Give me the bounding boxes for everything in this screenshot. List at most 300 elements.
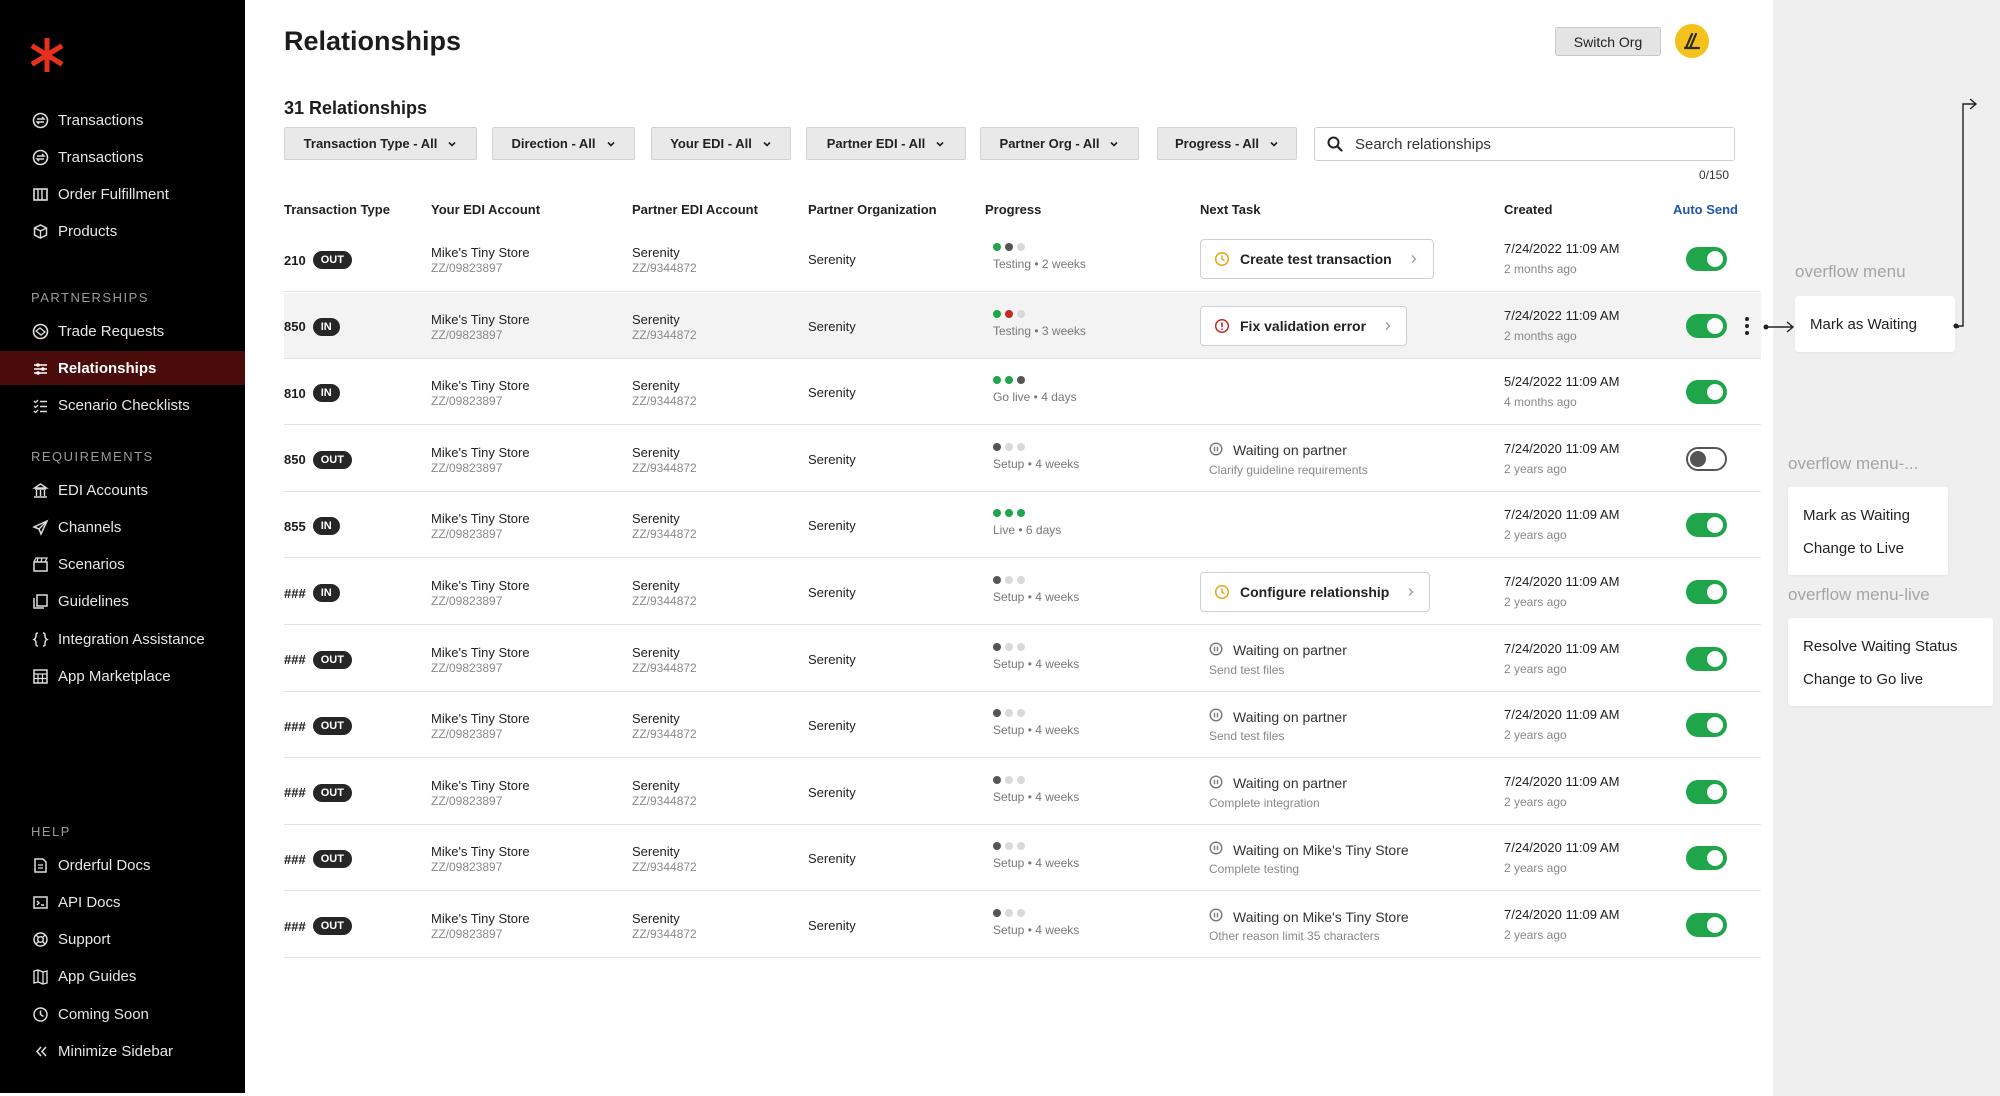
- next-task-button[interactable]: [1200, 239, 1434, 279]
- filter-label: Your EDI - All: [670, 136, 752, 151]
- progress-dots: [993, 310, 1086, 318]
- partner-organization: Serenity: [808, 318, 856, 334]
- transaction-code: ###: [284, 851, 306, 867]
- sidebar-item-app-guides[interactable]: [0, 960, 245, 994]
- search-icon: [1327, 136, 1343, 152]
- transaction-code: 850: [284, 319, 306, 335]
- created-date: 7/24/2020 11:09 AM: [1504, 840, 1620, 856]
- created-ago: 2 years ago: [1504, 595, 1567, 609]
- direction-badge: OUT: [313, 784, 352, 802]
- your-edi-account: [431, 312, 530, 342]
- created-ago: 2 years ago: [1504, 861, 1567, 876]
- progress: [993, 776, 1079, 804]
- partner-organization: Serenity: [808, 385, 856, 401]
- transaction-code: 850: [284, 452, 306, 468]
- order-fulfillment-icon: [31, 186, 49, 204]
- direction-badge: OUT: [313, 251, 352, 269]
- table-row[interactable]: [284, 293, 1761, 359]
- created: [1504, 907, 1619, 942]
- filter-direction[interactable]: [492, 127, 635, 160]
- chevron-down-icon: [606, 139, 616, 149]
- chevron-down-icon: [935, 139, 945, 149]
- account-name: Serenity: [632, 245, 680, 260]
- account-id: ZZ/9344872: [632, 327, 697, 342]
- created-date: 7/24/2020 11:09 AM: [1504, 507, 1620, 523]
- progress-dot: [1017, 776, 1025, 784]
- table-row[interactable]: [284, 559, 1761, 625]
- account-id: ZZ/09823897: [431, 394, 503, 409]
- your-edi-account: [431, 445, 530, 475]
- progress-dot: [993, 509, 1001, 517]
- partner-edi-account: [632, 645, 697, 675]
- progress-dot: [1005, 842, 1013, 850]
- pause-icon: [1209, 775, 1223, 792]
- edi-accounts-icon: [31, 481, 49, 499]
- progress: [993, 709, 1079, 737]
- filter-your-edi[interactable]: [651, 127, 791, 160]
- table-row[interactable]: [284, 492, 1761, 558]
- progress-dots: [993, 709, 1079, 717]
- account-id: ZZ/09823897: [431, 793, 503, 808]
- progress-dot: [993, 243, 1001, 251]
- progress: [993, 443, 1079, 471]
- annotation-arrow: [1762, 318, 1798, 336]
- api-docs-icon: [31, 893, 49, 911]
- products-icon: [31, 223, 49, 241]
- progress-dot: [1017, 643, 1025, 651]
- created-ago: 2 months ago: [1504, 262, 1577, 276]
- account-name: Serenity: [632, 578, 680, 593]
- toggle-knob: [1707, 384, 1723, 400]
- sidebar-item-scenarios[interactable]: [0, 548, 245, 582]
- transaction-type: [284, 784, 352, 802]
- progress-dot: [1005, 310, 1013, 318]
- toggle-knob: [1707, 584, 1723, 600]
- created-ago: 2 years ago: [1504, 661, 1567, 676]
- table-row[interactable]: [284, 426, 1761, 492]
- sidebar-item-order-fulfillment[interactable]: [0, 178, 245, 212]
- partner-edi-account: [632, 378, 697, 408]
- filter-transaction-type[interactable]: [284, 127, 477, 160]
- column-header-progress[interactable]: Progress: [985, 202, 1042, 217]
- coming-soon-icon: [31, 1005, 49, 1023]
- trade-requests-icon: [31, 322, 49, 340]
- transaction-type: [284, 651, 352, 669]
- annotation-panel: [1773, 0, 2000, 1096]
- waiting-reason: Other reason limit 35 characters: [1209, 929, 1380, 943]
- transaction-type: [284, 318, 340, 336]
- direction-badge: IN: [313, 318, 340, 336]
- sidebar-item-label: Guidelines: [58, 593, 129, 611]
- direction-badge: OUT: [313, 451, 352, 469]
- search-char-count: 0/150: [1699, 168, 1730, 182]
- progress: [993, 909, 1079, 937]
- sidebar-item-minimize-sidebar[interactable]: [0, 1035, 245, 1069]
- table-row[interactable]: [284, 825, 1761, 891]
- filter-label: Partner Org - All: [999, 136, 1100, 151]
- toggle-knob: [1707, 318, 1723, 334]
- toggle-knob: [1707, 651, 1723, 667]
- transaction-type: [284, 384, 340, 402]
- progress-dot: [993, 776, 1001, 784]
- sidebar-item-label: EDI Accounts: [58, 481, 149, 499]
- auto-send-toggle[interactable]: [1686, 713, 1727, 737]
- auto-send-toggle[interactable]: [1686, 580, 1727, 604]
- app-guides-icon: [31, 968, 49, 986]
- auto-send-toggle[interactable]: [1686, 447, 1727, 471]
- sidebar-item-transactions[interactable]: [0, 103, 245, 137]
- partner-organization: Serenity: [808, 518, 856, 534]
- your-edi-account: [431, 711, 530, 741]
- progress-dot: [1017, 709, 1025, 717]
- toggle-knob: [1707, 917, 1723, 933]
- partner-organization: Serenity: [808, 918, 856, 933]
- menu-item-mark-waiting[interactable]: Mark as Waiting: [1803, 507, 1910, 524]
- sidebar-item-edi-accounts[interactable]: [0, 473, 245, 507]
- progress-dot: [1005, 376, 1013, 384]
- progress-dot: [993, 643, 1001, 651]
- transaction-code: 210: [284, 252, 306, 268]
- account-id: ZZ/9344872: [632, 460, 697, 475]
- account-id: ZZ/09823897: [431, 860, 503, 875]
- menu-item-change-to-live[interactable]: Change to Live: [1803, 540, 1904, 557]
- progress: [993, 576, 1079, 604]
- progress-dot: [1005, 443, 1013, 451]
- waiting-reason: Clarify guideline requirements: [1209, 462, 1368, 477]
- toggle-knob: [1707, 784, 1723, 800]
- sidebar-section-help: HELP: [31, 824, 71, 839]
- column-header-created[interactable]: Created: [1504, 202, 1553, 217]
- progress-dot: [993, 310, 1001, 318]
- overflow-menu-icon[interactable]: [1744, 317, 1750, 335]
- account-name: Serenity: [632, 844, 680, 860]
- alert-icon: [1214, 318, 1230, 334]
- pause-icon: [1209, 442, 1223, 459]
- progress-dots: [993, 909, 1079, 917]
- sidebar-item-label: Orderful Docs: [58, 856, 151, 874]
- created: [1504, 308, 1619, 343]
- next-task-label: Configure relationship: [1240, 584, 1390, 600]
- account-name: Mike's Tiny Store: [431, 245, 530, 260]
- chevron-down-icon: [762, 139, 772, 149]
- account-name: Mike's Tiny Store: [431, 711, 530, 727]
- waiting-reason: Complete testing: [1209, 862, 1300, 877]
- account-name: Serenity: [632, 911, 680, 926]
- progress: [993, 509, 1061, 537]
- support-icon: [31, 931, 49, 949]
- waiting-label: Waiting on partner: [1233, 708, 1347, 725]
- auto-send-toggle[interactable]: [1686, 380, 1727, 404]
- account-id: ZZ/9344872: [632, 860, 697, 875]
- account-name: Mike's Tiny Store: [431, 311, 530, 327]
- transaction-code: ###: [284, 585, 306, 601]
- sidebar-item-channels[interactable]: [0, 510, 245, 544]
- table-row[interactable]: [284, 626, 1761, 692]
- partner-organization: Serenity: [808, 851, 856, 867]
- overflow-menu-waiting: [1788, 487, 1948, 575]
- chevron-right-icon: [1407, 587, 1415, 597]
- account-id: ZZ/9344872: [632, 527, 697, 542]
- filter-label: Partner EDI - All: [826, 136, 926, 151]
- created-ago: 4 months ago: [1504, 395, 1577, 410]
- filter-label: Transaction Type - All: [303, 136, 438, 151]
- search-box[interactable]: [1314, 127, 1735, 161]
- toggle-knob: [1707, 251, 1723, 267]
- auto-send-toggle[interactable]: [1686, 314, 1727, 338]
- chevron-down-icon: [1109, 139, 1119, 149]
- transaction-code: 810: [284, 385, 306, 401]
- account-id: ZZ/09823897: [431, 927, 503, 941]
- created-date: 7/24/2022 11:09 AM: [1504, 241, 1620, 256]
- partner-edi-account: [632, 711, 697, 741]
- toggle-knob: [1707, 850, 1723, 866]
- transaction-type: [284, 251, 352, 269]
- pause-icon: [1209, 642, 1223, 659]
- transaction-code: 855: [284, 518, 306, 534]
- sidebar-item-trade-requests[interactable]: [0, 314, 245, 348]
- app-marketplace-icon: [31, 668, 49, 686]
- auto-send-toggle[interactable]: [1686, 846, 1727, 870]
- table-row[interactable]: [284, 226, 1761, 292]
- created: [1504, 641, 1619, 676]
- sidebar-item-integration-assistance[interactable]: [0, 622, 245, 656]
- progress: [993, 243, 1086, 271]
- progress-text: Go live • 4 days: [993, 390, 1077, 405]
- partner-organization: Serenity: [808, 451, 856, 467]
- annotation-connectors: [1773, 0, 2000, 400]
- account-id: ZZ/9344872: [632, 394, 697, 409]
- created-date: 7/24/2020 11:09 AM: [1504, 440, 1620, 456]
- created-date: 7/24/2020 11:09 AM: [1504, 907, 1620, 922]
- pause-icon: [1209, 908, 1223, 925]
- account-name: Mike's Tiny Store: [431, 844, 530, 860]
- org-logo-icon: [1681, 30, 1703, 52]
- created-ago: 2 years ago: [1504, 728, 1567, 743]
- account-name: Mike's Tiny Store: [431, 511, 530, 527]
- account-name: Mike's Tiny Store: [431, 378, 530, 394]
- account-id: ZZ/09823897: [431, 527, 503, 542]
- next-task-waiting: [1209, 908, 1409, 943]
- search-input[interactable]: [1355, 136, 1715, 153]
- column-header-partner-organization[interactable]: Partner Organization: [808, 202, 937, 217]
- next-task-label: Fix validation error: [1240, 317, 1367, 334]
- direction-badge: OUT: [313, 717, 352, 735]
- sidebar-item-label: Support: [58, 931, 111, 949]
- account-id: ZZ/9344872: [632, 594, 697, 608]
- partner-edi-account: [632, 844, 697, 874]
- sidebar-item-transactions[interactable]: [0, 140, 245, 174]
- clock-icon: [1214, 584, 1230, 600]
- account-id: ZZ/9344872: [632, 660, 697, 675]
- progress-dot: [1017, 509, 1025, 517]
- menu-item-resolve-waiting[interactable]: Resolve Waiting Status: [1803, 638, 1958, 655]
- sidebar-item-coming-soon[interactable]: [0, 997, 245, 1031]
- created-ago: 2 years ago: [1504, 794, 1567, 809]
- progress-dot: [1017, 576, 1025, 584]
- sidebar-section-requirements: REQUIREMENTS: [31, 449, 154, 464]
- annotation-label-overflow-menu: overflow menu: [1795, 262, 1906, 281]
- filter-partner-org[interactable]: [980, 127, 1139, 160]
- progress-text: Setup • 4 weeks: [993, 789, 1080, 804]
- next-task-button[interactable]: [1200, 572, 1430, 612]
- transaction-type: [284, 517, 340, 535]
- created: [1504, 374, 1619, 409]
- pause-icon: [1209, 708, 1223, 725]
- account-id: ZZ/9344872: [632, 793, 697, 808]
- sidebar-item-label: Coming Soon: [58, 1005, 149, 1023]
- chevron-down-icon: [447, 139, 457, 149]
- partner-edi-account: [632, 578, 697, 608]
- auto-send-toggle[interactable]: [1686, 647, 1727, 671]
- sidebar-item-orderful-docs[interactable]: [0, 848, 245, 882]
- column-header-partner-edi-account[interactable]: Partner EDI Account: [632, 202, 758, 217]
- account-name: Serenity: [632, 378, 680, 394]
- progress-dot: [1005, 709, 1013, 717]
- account-id: ZZ/9344872: [632, 927, 697, 941]
- guidelines-icon: [31, 593, 49, 611]
- table-row[interactable]: [284, 692, 1761, 758]
- org-avatar[interactable]: [1675, 24, 1709, 58]
- auto-send-toggle[interactable]: [1686, 247, 1727, 271]
- waiting-reason: Complete integration: [1209, 795, 1320, 810]
- created-ago: 2 months ago: [1504, 328, 1577, 343]
- filter-partner-edi[interactable]: [806, 127, 966, 160]
- account-id: ZZ/09823897: [431, 727, 503, 742]
- column-header-your-edi-account[interactable]: Your EDI Account: [431, 202, 541, 217]
- table-row[interactable]: [284, 892, 1761, 958]
- progress-text: Setup • 4 weeks: [993, 923, 1080, 937]
- your-edi-account: [431, 645, 530, 675]
- progress-dots: [993, 443, 1079, 451]
- your-edi-account: [431, 511, 530, 541]
- account-name: Serenity: [632, 644, 680, 660]
- progress-dot: [1017, 243, 1025, 251]
- partner-edi-account: [632, 778, 697, 808]
- overflow-menu-live: [1788, 618, 1993, 706]
- account-id: ZZ/09823897: [431, 594, 503, 608]
- partner-edi-account: [632, 511, 697, 541]
- menu-item-change-to-go-live[interactable]: Change to Go live: [1803, 671, 1924, 688]
- your-edi-account: [431, 911, 530, 941]
- switch-org-button[interactable]: Switch Org: [1555, 27, 1661, 56]
- direction-badge: IN: [313, 384, 340, 402]
- your-edi-account: [431, 578, 530, 608]
- progress-text: Setup • 4 weeks: [993, 656, 1080, 671]
- channels-icon: [31, 518, 49, 536]
- sidebar-item-label: App Guides: [58, 968, 137, 986]
- progress-dots: [993, 509, 1061, 517]
- progress-dots: [993, 842, 1079, 850]
- progress-dots: [993, 643, 1079, 651]
- sidebar: [0, 0, 245, 1093]
- annotation-label-overflow-menu-waiting: overflow menu-...: [1788, 454, 1919, 473]
- next-task-waiting: [1209, 841, 1409, 876]
- orderful-logo[interactable]: [30, 38, 64, 72]
- transaction-code: ###: [284, 785, 306, 801]
- sidebar-item-label: API Docs: [58, 893, 121, 911]
- table-row[interactable]: [284, 759, 1761, 825]
- progress-dot: [1017, 376, 1025, 384]
- partner-edi-account: [632, 445, 697, 475]
- chevron-right-icon: [1384, 321, 1392, 331]
- sidebar-item-label: Order Fulfillment: [58, 186, 169, 204]
- next-task-waiting: [1209, 708, 1347, 743]
- filter-progress[interactable]: [1157, 127, 1297, 160]
- progress-dot: [1005, 643, 1013, 651]
- sidebar-item-support[interactable]: [0, 923, 245, 957]
- column-header-transaction-type[interactable]: Transaction Type: [284, 202, 390, 217]
- sidebar-item-label: App Marketplace: [58, 668, 171, 685]
- next-task-waiting: [1209, 642, 1347, 677]
- column-header-next-task[interactable]: Next Task: [1200, 202, 1261, 217]
- created-date: 7/24/2020 11:09 AM: [1504, 640, 1620, 656]
- progress-dots: [993, 376, 1077, 384]
- progress-dot: [993, 576, 1001, 584]
- progress-dots: [993, 243, 1086, 251]
- partner-organization: Serenity: [808, 651, 856, 667]
- relationships-icon: [31, 359, 49, 377]
- table-row[interactable]: [284, 359, 1761, 425]
- menu-item-mark-waiting[interactable]: Mark as Waiting: [1810, 316, 1917, 333]
- waiting-label: Waiting on Mike's Tiny Store: [1233, 908, 1409, 925]
- next-task-waiting: [1209, 442, 1368, 477]
- auto-send-toggle[interactable]: [1686, 913, 1727, 937]
- sidebar-item-scenario-checklists[interactable]: [0, 389, 245, 423]
- progress-dot: [1005, 243, 1013, 251]
- auto-send-toggle[interactable]: [1686, 513, 1727, 537]
- created-date: 7/24/2020 11:09 AM: [1504, 773, 1620, 789]
- sidebar-item-label: Scenario Checklists: [58, 397, 190, 415]
- account-name: Serenity: [632, 777, 680, 793]
- created: [1504, 707, 1619, 742]
- sidebar-item-label: Transactions: [58, 111, 144, 129]
- sidebar-item-app-marketplace[interactable]: [0, 660, 245, 694]
- transaction-type: [284, 451, 352, 469]
- progress-dot: [1005, 576, 1013, 584]
- progress-text: Live • 6 days: [993, 523, 1062, 538]
- your-edi-account: [431, 245, 530, 275]
- page-title: Relationships: [284, 26, 462, 56]
- progress-dot: [1005, 909, 1013, 917]
- account-name: Mike's Tiny Store: [431, 777, 530, 793]
- direction-badge: IN: [313, 517, 340, 535]
- created-date: 7/24/2022 11:09 AM: [1504, 307, 1620, 323]
- created-date: 7/24/2020 11:09 AM: [1504, 574, 1620, 589]
- transaction-type: [284, 917, 352, 935]
- auto-send-toggle[interactable]: [1686, 780, 1727, 804]
- sidebar-item-products[interactable]: [0, 215, 245, 249]
- progress-dot: [993, 443, 1001, 451]
- sidebar-item-guidelines[interactable]: [0, 585, 245, 619]
- next-task-button[interactable]: [1200, 306, 1407, 346]
- created-ago: 2 years ago: [1504, 928, 1567, 942]
- created-date: 5/24/2022 11:09 AM: [1504, 374, 1620, 390]
- transaction-type: [284, 584, 340, 602]
- sidebar-item-relationships[interactable]: [0, 351, 245, 385]
- column-header-auto-send[interactable]: Auto Send: [1673, 202, 1738, 217]
- scenario-checklists-icon: [31, 397, 49, 415]
- transaction-type: [284, 850, 352, 868]
- progress-text: Setup • 4 weeks: [993, 856, 1080, 871]
- progress-dot: [1005, 509, 1013, 517]
- created: [1504, 840, 1619, 875]
- progress-dot: [1017, 909, 1025, 917]
- progress-dot: [1017, 842, 1025, 850]
- sidebar-item-api-docs[interactable]: [0, 885, 245, 919]
- sidebar-item-label: Relationships: [58, 359, 157, 377]
- waiting-label: Waiting on partner: [1233, 642, 1347, 659]
- sidebar-item-label: Scenarios: [58, 556, 125, 574]
